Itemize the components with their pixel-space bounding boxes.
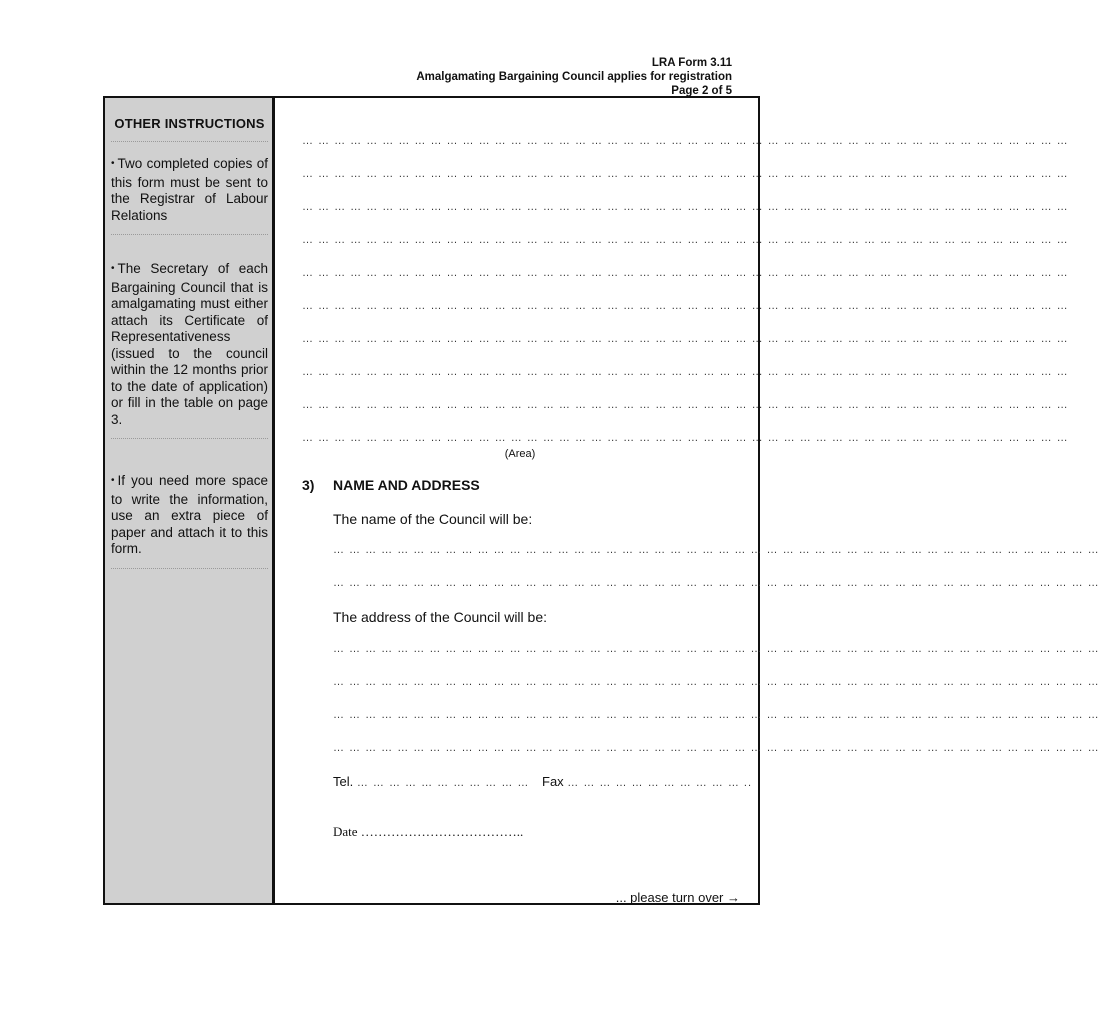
council-address-line[interactable]: … … … … … … … … … … … … … … … … … … … … … … … … … … … … … … … … … … … … … … … … … … … … … … … … bbox=[333, 709, 1100, 721]
instruction-item bbox=[111, 261, 268, 428]
instruction-text: If you need more space to write the information, use an extra piece of paper and attach it to this form. bbox=[111, 473, 268, 556]
instruction-text: The Secretary of each Bargaining Council that is amalgamating must either attach its Certificate of Representativeness (issued to the council within the 12 months prior to the date of application) or fill in the table on page 3. bbox=[111, 261, 268, 427]
fax-line[interactable]: … … … … … … … … … … … .. bbox=[567, 777, 753, 789]
council-address-line[interactable]: … … … … … … … … … … … … … … … … … … … … … … … … … … … … … … … … … … … … … … … … … … … … … … … … bbox=[333, 742, 1100, 754]
council-address-line[interactable]: … … … … … … … … … … … … … … … … … … … … … … … … … … … … … … … … … … … … … … … … … … … … … … … … bbox=[333, 676, 1100, 688]
date-field[interactable] bbox=[333, 824, 523, 840]
sidebar-title: OTHER INSTRUCTIONS bbox=[114, 116, 265, 131]
area-line[interactable]: … … … … … … … … … … … … … … … … … … … … … … … … … … … … … … … … … … … … … … … … … … … … … … … … bbox=[302, 135, 1069, 147]
area-line[interactable]: … … … … … … … … … … … … … … … … … … … … … … … … … … … … … … … … … … … … … … … … … … … … … … … … bbox=[302, 366, 1069, 378]
divider bbox=[111, 141, 268, 142]
section-number: 3) bbox=[302, 477, 315, 493]
fax-field[interactable] bbox=[542, 774, 752, 789]
area-line[interactable]: … … … … … … … … … … … … … … … … … … … … … … … … … … … … … … … … … … … … … … … … … … … … … … … … bbox=[302, 432, 1069, 444]
divider bbox=[111, 234, 268, 235]
page-number: Page 2 of 5 bbox=[671, 85, 732, 97]
instruction-item bbox=[111, 473, 268, 558]
instruction-text: Two completed copies of this form must be sent to the Registrar of Labour Relations bbox=[111, 156, 268, 223]
area-label: (Area) bbox=[504, 448, 536, 460]
bullet-icon: • bbox=[111, 158, 115, 169]
section-title: NAME AND ADDRESS bbox=[333, 477, 480, 493]
form-title: Amalgamating Bargaining Council applies for registration bbox=[416, 71, 732, 83]
divider bbox=[111, 438, 268, 439]
area-line[interactable]: … … … … … … … … … … … … … … … … … … … … … … … … … … … … … … … … … … … … … … … … … … … … … … … … bbox=[302, 300, 1069, 312]
form-box bbox=[103, 96, 1100, 905]
area-line[interactable]: … … … … … … … … … … … … … … … … … … … … … … … … … … … … … … … … … … … … … … … … … … … … … … … … bbox=[302, 333, 1069, 345]
fax-label: Fax bbox=[542, 774, 564, 789]
form-main bbox=[278, 98, 1100, 905]
form-header bbox=[416, 56, 732, 98]
date-label: Date bbox=[333, 824, 358, 839]
bullet-icon: • bbox=[111, 475, 115, 486]
tel-field[interactable] bbox=[333, 774, 529, 789]
area-line[interactable]: … … … … … … … … … … … … … … … … … … … … … … … … … … … … … … … … … … … … … … … … … … … … … … … … bbox=[302, 267, 1069, 279]
turn-over-note: ... please turn over → bbox=[615, 890, 740, 905]
council-name-label: The name of the Council will be: bbox=[333, 511, 533, 527]
form-id: LRA Form 3.11 bbox=[651, 57, 732, 69]
instruction-item bbox=[111, 156, 268, 224]
council-address-label: The address of the Council will be: bbox=[333, 609, 547, 625]
instructions-sidebar bbox=[105, 98, 275, 903]
area-line[interactable]: … … … … … … … … … … … … … … … … … … … … … … … … … … … … … … … … … … … … … … … … … … … … … … … … bbox=[302, 399, 1069, 411]
council-name-line[interactable]: … … … … … … … … … … … … … … … … … … … … … … … … … … … … … … … … … … … … … … … … … … … … … … … … bbox=[333, 544, 1100, 556]
date-line[interactable]: ……………………………….. bbox=[360, 824, 524, 839]
tel-label: Tel. bbox=[333, 774, 354, 789]
divider bbox=[111, 568, 268, 569]
area-line[interactable]: … … … … … … … … … … … … … … … … … … … … … … … … … … … … … … … … … … … … … … … … … … … … … … … … bbox=[302, 168, 1069, 180]
bullet-icon: • bbox=[111, 263, 115, 274]
council-address-line[interactable]: … … … … … … … … … … … … … … … … … … … … … … … … … … … … … … … … … … … … … … … … … … … … … … … … bbox=[333, 643, 1100, 655]
tel-line[interactable]: … … … … … … … … … … … bbox=[356, 777, 530, 789]
area-line[interactable]: … … … … … … … … … … … … … … … … … … … … … … … … … … … … … … … … … … … … … … … … … … … … … … … … bbox=[302, 234, 1069, 246]
council-name-line[interactable]: … … … … … … … … … … … … … … … … … … … … … … … … … … … … … … … … … … … … … … … … … … … … … … … … bbox=[333, 577, 1100, 589]
area-line[interactable]: … … … … … … … … … … … … … … … … … … … … … … … … … … … … … … … … … … … … … … … … … … … … … … … … bbox=[302, 201, 1069, 213]
